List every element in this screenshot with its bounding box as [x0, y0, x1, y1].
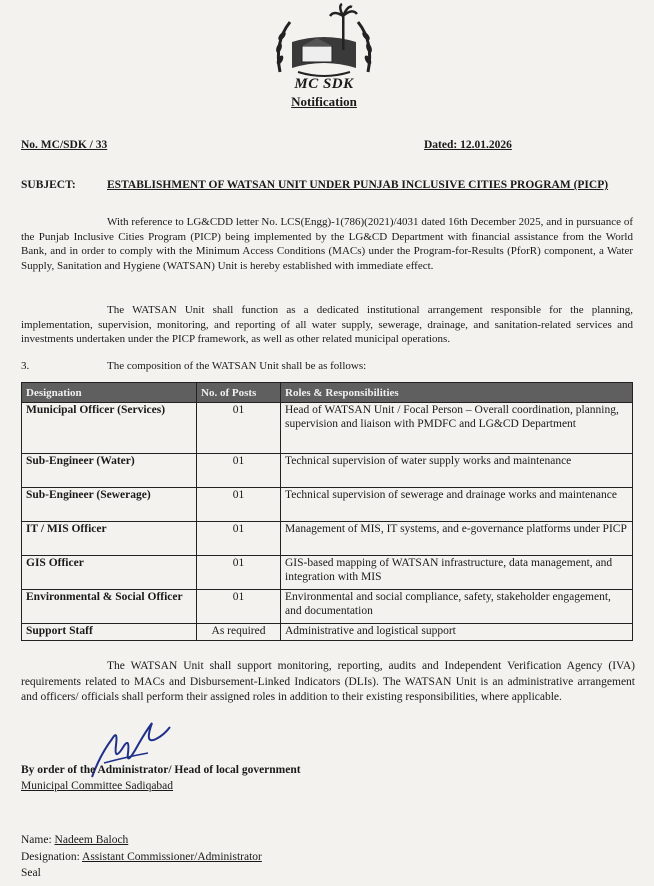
cell-posts: 01	[197, 454, 281, 488]
table-row	[22, 590, 633, 624]
table-row	[22, 522, 633, 556]
cell-roles: Head of WATSAN Unit / Focal Person – Overall coordination, planning, supervision and liaison with PMDFC and LG&CD Department	[281, 403, 633, 454]
designation-label: Designation:	[21, 851, 80, 863]
cell-roles: Technical supervision of sewerage and drainage works and maintenance	[281, 488, 633, 522]
cell-designation: GIS Officer	[22, 556, 197, 590]
notification-title: Notification	[291, 94, 357, 109]
cell-posts: 01	[197, 556, 281, 590]
table-row	[22, 556, 633, 590]
cell-designation: Sub-Engineer (Water)	[22, 454, 197, 488]
cell-roles: Management of MIS, IT systems, and e-governance platforms under PICP	[281, 522, 633, 556]
designation-value: Assistant Commissioner/Administrator	[82, 851, 262, 863]
paragraph-4	[21, 659, 635, 706]
cell-designation: Municipal Officer (Services)	[22, 403, 197, 454]
reference-number: No. MC/SDK / 33	[21, 139, 108, 151]
cell-roles: GIS-based mapping of WATSAN infrastructure, data management, and integration with MIS	[281, 556, 633, 590]
name-label: Name:	[21, 834, 52, 846]
name-value: Nadeem Baloch	[54, 834, 129, 846]
paragraph-4-text: The WATSAN Unit shall support monitoring, reporting, audits and Independent Verification Agency (IVA) requirements related to MACs and Disbursement-Linked Indicators (DLIs). The WATSAN Unit is an administrative arrangement and officers/ officials shall perform their assigned roles in addition to their existing responsibilities, where applicable.	[21, 660, 635, 703]
cell-roles: Administrative and logistical support	[281, 624, 633, 641]
paragraph-3	[21, 360, 367, 372]
header-roles: Roles & Responsibilities	[281, 383, 633, 403]
table-row	[22, 403, 633, 454]
paragraph-3-text: The composition of the WATSAN Unit shall be as follows:	[107, 360, 367, 372]
cell-posts: 01	[197, 590, 281, 624]
header-designation: Designation	[22, 383, 197, 403]
cell-designation: IT / MIS Officer	[22, 522, 197, 556]
seal-label: Seal	[21, 867, 41, 879]
cell-designation: Support Staff	[22, 624, 197, 641]
subject-label: SUBJECT:	[21, 179, 76, 191]
paragraph-2	[21, 303, 633, 347]
paragraph-1: With reference to LG&CDD letter No. LCS(Engg)-1(786)(2021)/4031 dated 16th December 2025, and in pursuance of the Punjab Inclusive Cities Program (PICP) being implemented by the LG&CD Department with financial assistance from the World Bank, and in order to comply with the Minimum Access Conditions (MACs) under the Program-for-Results (PforR) component, a Water Supply, Sanitation and Hygiene (WATSAN) Unit is hereby established with immediate effect.	[21, 216, 633, 272]
cell-designation: Sub-Engineer (Sewerage)	[22, 488, 197, 522]
signatory-name	[21, 834, 128, 846]
signatory-designation	[21, 851, 262, 863]
cell-posts: As required	[197, 624, 281, 641]
cell-roles: Technical supervision of water supply works and maintenance	[281, 454, 633, 488]
table-row	[22, 454, 633, 488]
watsan-composition-table	[21, 382, 633, 641]
table-row	[22, 624, 633, 641]
table-row	[22, 488, 633, 522]
cell-posts: 01	[197, 522, 281, 556]
logo-caption: MC SDK	[294, 76, 354, 92]
committee-name: Municipal Committee Sadiqabad	[21, 780, 174, 792]
table-header-row	[22, 383, 633, 403]
cell-roles: Environmental and social compliance, safety, stakeholder engagement, and documentation	[281, 590, 633, 624]
cell-posts: 01	[197, 403, 281, 454]
header-posts: No. of Posts	[197, 383, 281, 403]
date-label: Dated: 12.01.2026	[424, 139, 512, 151]
subject-text: ESTABLISHMENT OF WATSAN UNIT UNDER PUNJAB INCLUSIVE CITIES PROGRAM (PICP)	[107, 179, 609, 191]
paragraph-3-number: 3.	[21, 360, 30, 372]
municipal-committee-logo	[268, 2, 380, 84]
order-line: By order of the Administrator/ Head of local government	[21, 764, 301, 776]
paragraph-2-text: The WATSAN Unit shall function as a dedicated institutional arrangement responsible for the planning, implementation, supervision, monitoring, and reporting of all water supply, sewerage, drainage, and sanitation-related services and investments undertaken under the PICP framework, as well as other related municipal operations.	[21, 304, 633, 346]
cell-posts: 01	[197, 488, 281, 522]
cell-designation: Environmental & Social Officer	[22, 590, 197, 624]
